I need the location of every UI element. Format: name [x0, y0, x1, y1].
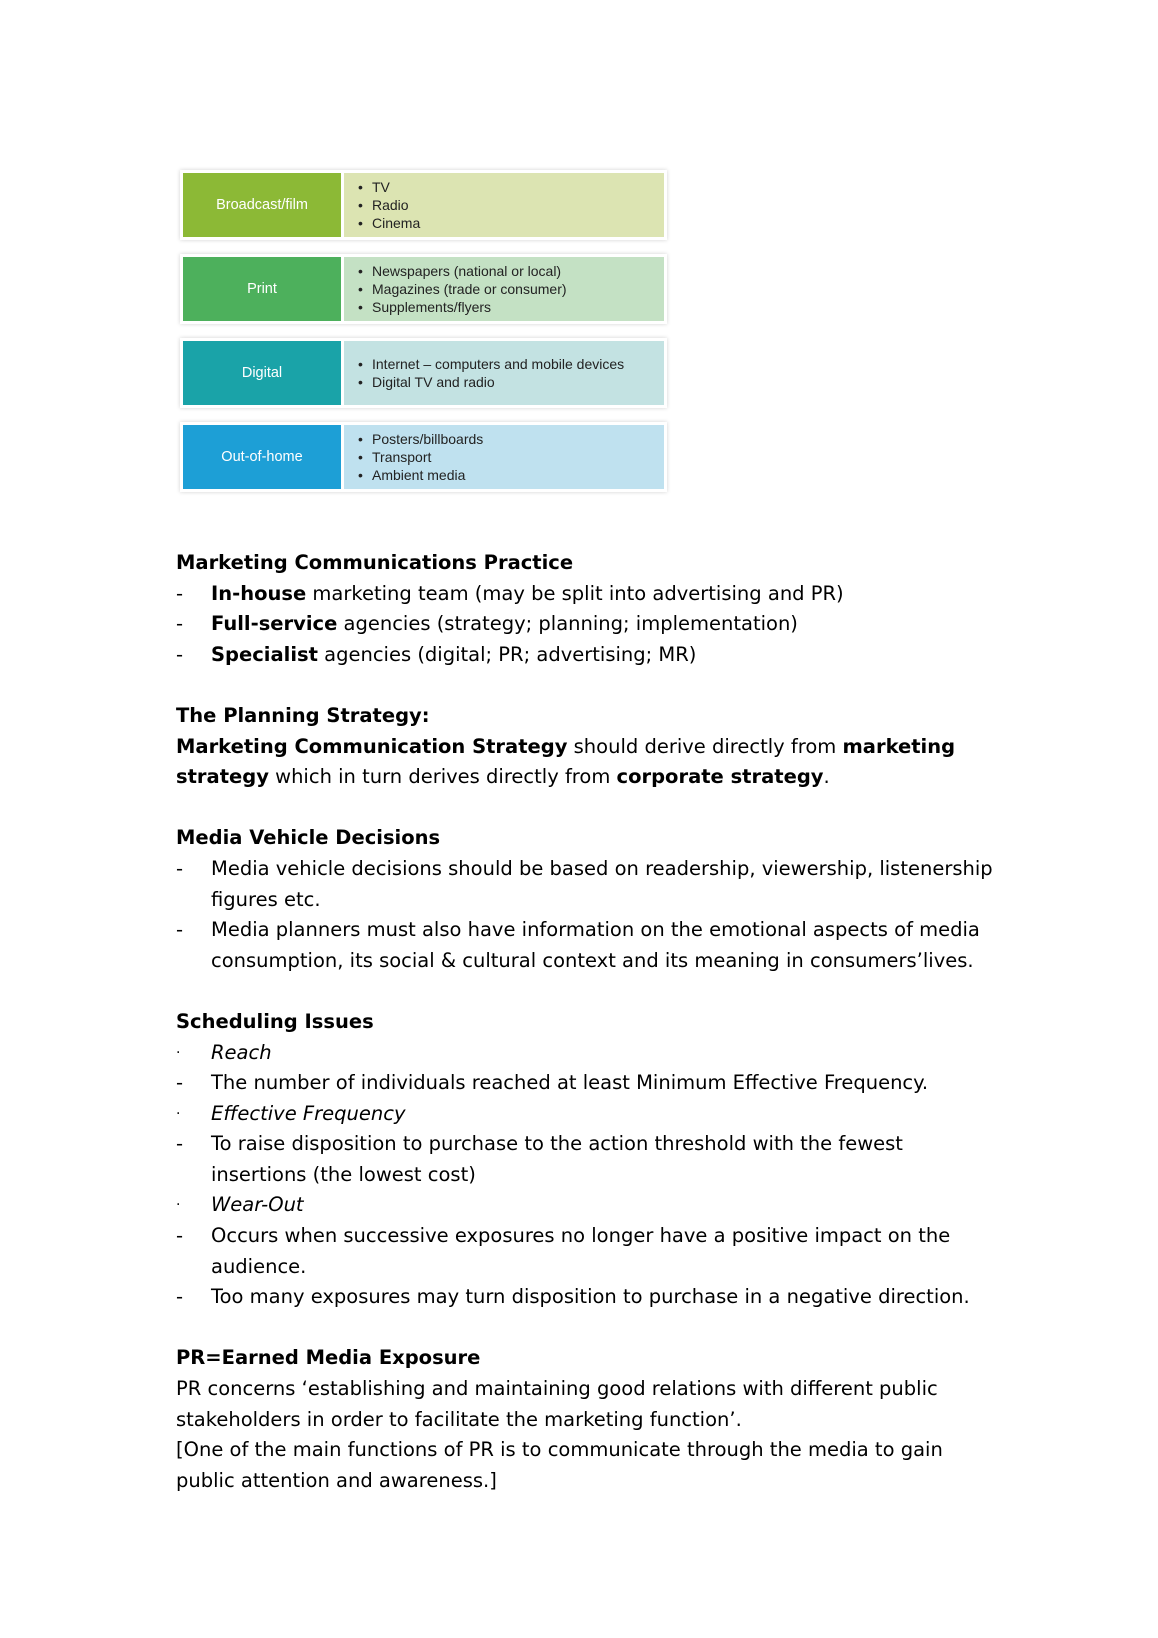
media-item: • Magazines (trade or consumer)	[356, 280, 567, 298]
media-items	[344, 341, 664, 405]
media-row-broadcast	[180, 170, 667, 240]
media-types-diagram	[180, 170, 667, 506]
document-body	[176, 548, 996, 1496]
list-item: · Reach	[176, 1040, 272, 1064]
media-row-digital	[180, 338, 667, 408]
media-category: Print	[183, 257, 341, 321]
media-item: • Radio	[356, 196, 420, 214]
media-item: • Ambient media	[356, 466, 483, 484]
pr-paragraph: PR concerns ‘establishing and maintaining good relations with different public stakeholders in order to facilitate the marketing function’.	[176, 1377, 938, 1431]
list-item: - The number of individuals reached at least Minimum Effective Frequency.	[176, 1071, 929, 1095]
media-row-print	[180, 254, 667, 324]
list-item: - To raise disposition to purchase to the action threshold with the fewest insertions (the lowest cost)	[176, 1132, 903, 1186]
media-item: • Newspapers (national or local)	[356, 262, 567, 280]
list-item: - Media planners must also have information on the emotional aspects of media consumption, its social & cultural context and its meaning in consumers’lives.	[176, 918, 980, 972]
list-item: - In-house marketing team (may be split into advertising and PR)	[176, 581, 844, 605]
media-category: Digital	[183, 341, 341, 405]
media-item: • Posters/billboards	[356, 430, 483, 448]
list-item: · Wear-Out	[176, 1193, 304, 1217]
list-item: - Specialist agencies (digital; PR; advertising; MR)	[176, 642, 697, 666]
media-row-out-of-home	[180, 422, 667, 492]
media-items	[344, 257, 664, 321]
media-item: • Supplements/flyers	[356, 298, 567, 316]
list-item: - Occurs when successive exposures no longer have a positive impact on the audience.	[176, 1224, 951, 1278]
media-category: Broadcast/film	[183, 173, 341, 237]
media-category: Out-of-home	[183, 425, 341, 489]
media-item: • Transport	[356, 448, 483, 466]
section-heading-scheduling: Scheduling Issues	[176, 1009, 374, 1033]
media-item: • TV	[356, 178, 420, 196]
section-heading-media: Media Vehicle Decisions	[176, 826, 441, 850]
media-item: • Internet – computers and mobile devices	[356, 355, 624, 373]
section-heading-practice: Marketing Communications Practice	[176, 551, 574, 574]
section-heading-planning: The Planning Strategy:	[176, 703, 430, 727]
planning-paragraph: Marketing Communication Strategy should derive directly from marketing strategy which in turn derives directly from corporate strategy.	[176, 734, 956, 789]
list-item: - Too many exposures may turn disposition to purchase in a negative direction.	[176, 1285, 970, 1309]
pr-paragraph: [One of the main functions of PR is to communicate through the media to gain public attention and awareness.]	[176, 1438, 943, 1492]
media-item: • Digital TV and radio	[356, 373, 624, 391]
list-item: · Effective Frequency	[176, 1101, 406, 1125]
list-item: - Media vehicle decisions should be based on readership, viewership, listenership figures etc.	[176, 856, 993, 911]
media-item: • Cinema	[356, 214, 420, 232]
section-heading-pr: PR=Earned Media Exposure	[176, 1346, 481, 1370]
media-items	[344, 173, 664, 237]
media-items	[344, 425, 664, 489]
list-item: - Full-service agencies (strategy; planning; implementation)	[176, 612, 798, 636]
